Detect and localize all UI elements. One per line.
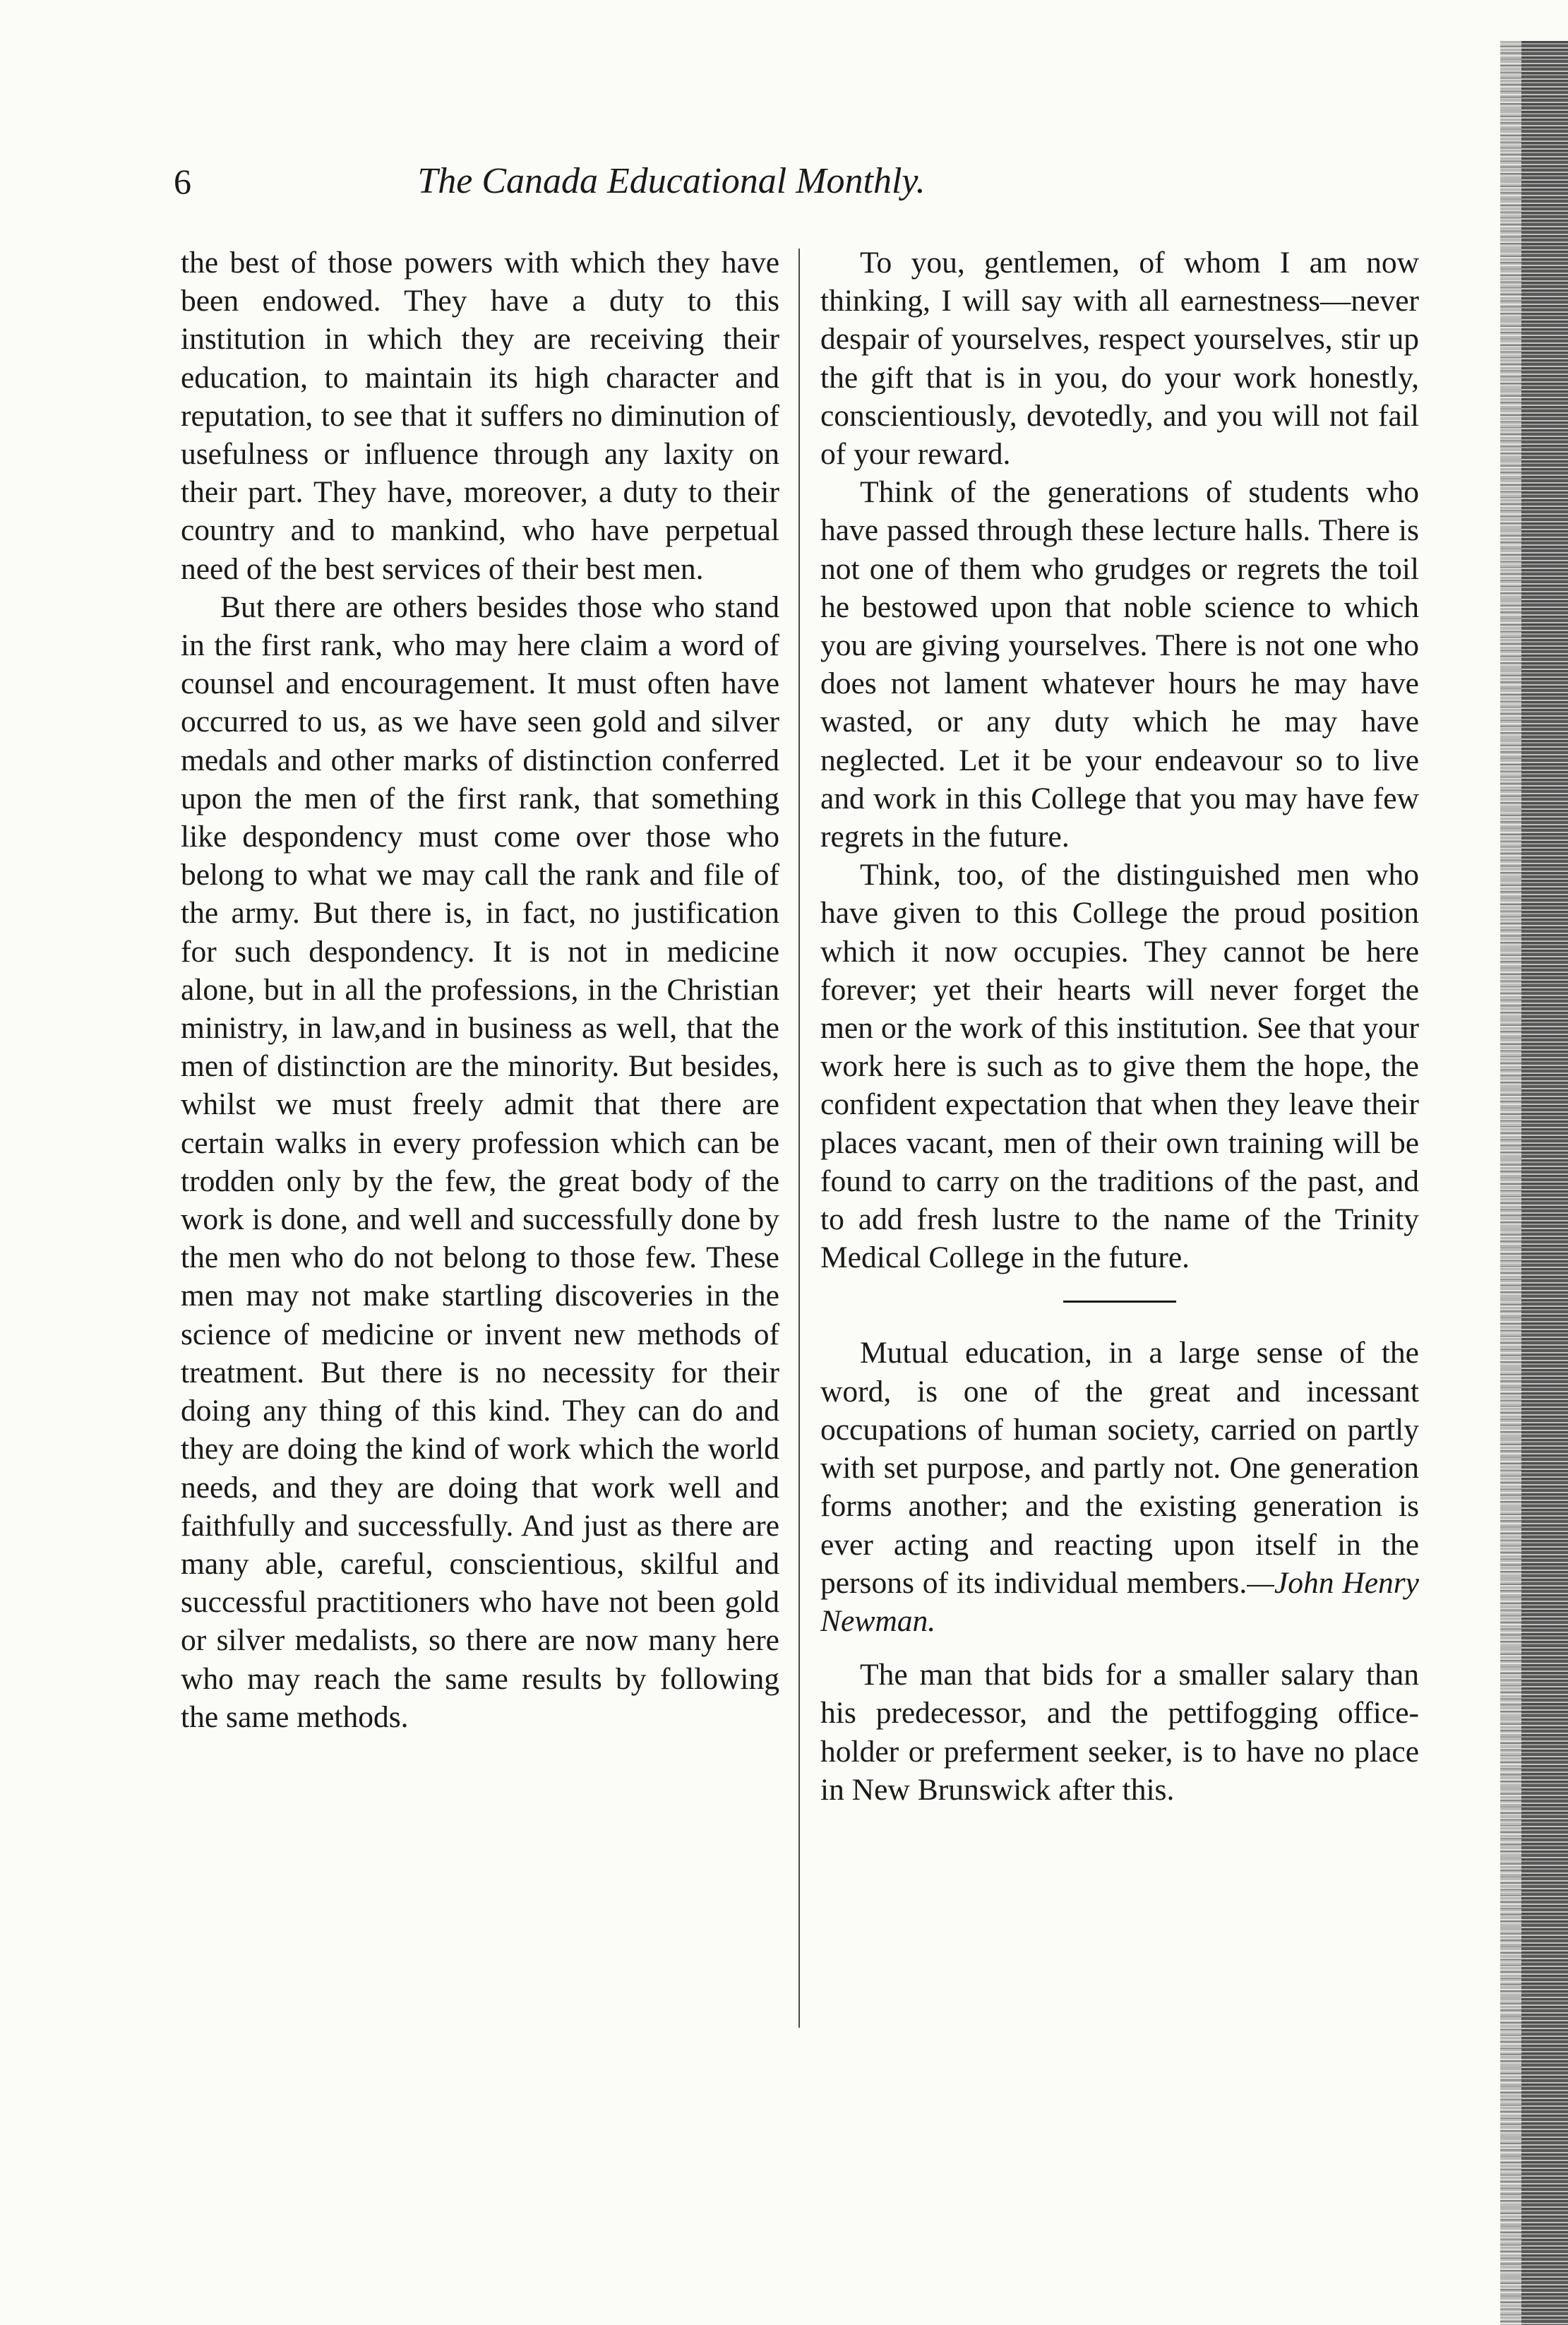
column-rule [798, 249, 800, 2028]
paragraph-rank-and-file: But there are others besides those who stand in the first rank, who may here claim a word of counsel and encouragement. It must often have occurred to us, as we have seen gold and silver medals and other marks of distinction conferred upon the men of the first rank, that something like despondency must come over those who belong to what we may call the rank and file of the army. But there is, in fact, no justification for such despondency. It is not in medicine alone, but in all the professions, in the Christian ministry, in law,and in business as well, that the men of distinction are the minority. But besides, whilst we must freely admit that there are certain walks in every profession which can be trodden only by the few, the great body of the work is done, and well and successfully done by the men who do not belong to those few. These men may not make startling discoveries in the science of medicine or invent new methods of treatment. But there is no necessity for their doing any thing of this kind. They can do and they are doing the kind of work which the world needs, and they are doing that work well and faithfully and successfully. And just as there are many able, careful, conscientious, skilful and successful practitioners who have not been gold or silver medalists, so there are now many here who may reach the same results by following the same methods. [181, 590, 779, 1734]
paragraph-generations: Think of the generations of students who have passed through these lecture halls. There is not one of them who grudges or regrets the toil he bestowed upon that noble science to which you are giving yourselves. There is not one who does not lament whatever hours he may have wasted, or any duty which he may have neglected. Let it be your endeavour so to live and work in this College that you may have few regrets in the future. [820, 475, 1419, 854]
paragraph-new-brunswick: The man that bids for a smaller salary than his predecessor, and the pettifogging office-holder or preferment seeker, is to have no place in New Brunswick after this. [820, 1658, 1419, 1807]
journal-title: The Canada Educational Monthly. [417, 161, 926, 201]
quote-text: Mutual education, in a large sense of the word, is one of the great and incessant occupations of human society, carried on partly with set purpose, and partly not. One generation forms another; and the existing generation is ever acting and reacting upon itself in the persons of its individual members. [820, 1336, 1419, 1600]
section-divider [1063, 1301, 1176, 1303]
running-head [174, 157, 1169, 206]
paragraph-distinguished-men: Think, too, of the distinguished men who have given to this College the proud position which it now occupies. They cannot be here forever; yet their hearts will never forget the men or the work of this institution. See that your work here is such as to give them the hope, the confident expectation that when they leave their places vacant, men of their own training will be found to carry on the traditions of the past, and to add fresh lustre to the name of the Trinity Medical College in the future. [820, 858, 1419, 1275]
paragraph-duty: the best of those powers with which they have been endowed. They have a duty to this institution in which they are receiving their education, to maintain its high character and reputation, to see that it suffers no diminution of usefulness or influence through any laxity on their part. They have, moreover, a duty to their country and to mankind, who have perpetual need of the best services of their best men. [181, 246, 779, 586]
left-column [181, 244, 779, 1736]
paragraph-gap [820, 1640, 1419, 1656]
quote-attribution: —John Henry Newman. [820, 1565, 1419, 1638]
right-column [820, 244, 1419, 1809]
page-number: 6 [174, 162, 191, 201]
quote-paragraph [820, 1334, 1419, 1640]
scanned-page-edge [1500, 41, 1568, 2325]
paragraph-gentlemen: To you, gentlemen, of whom I am now thinking, I will say with all earnestness—never despair of yourselves, respect yourselves, stir up the gift that is in you, do your work honestly, conscientiously, devotedly, and you will not fail of your reward. [820, 246, 1419, 472]
